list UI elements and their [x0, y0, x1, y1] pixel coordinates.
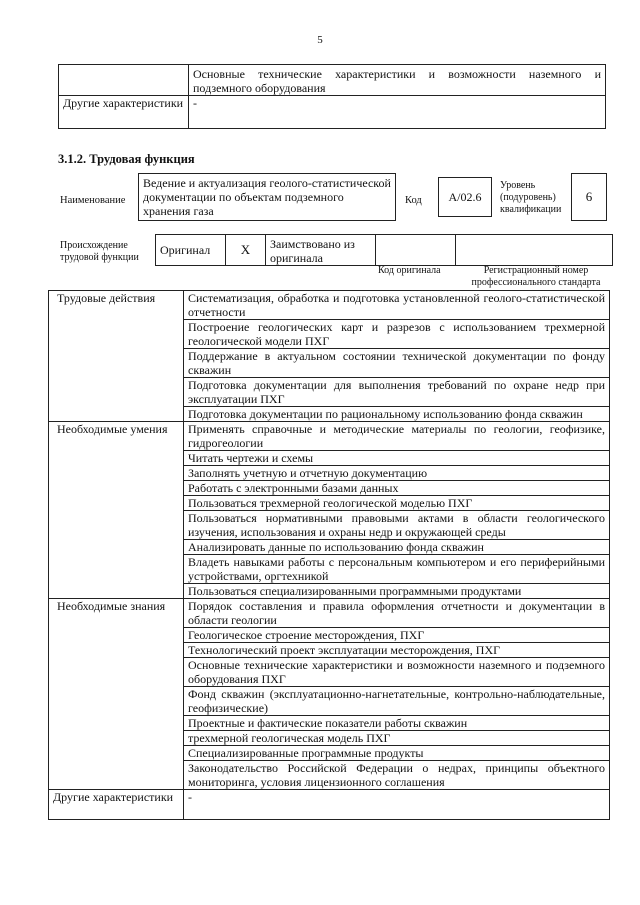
skills-item: Заполнять учетную и отчетную документацию [184, 466, 610, 481]
knowledge-item: Порядок составления и правила оформления отчетности и документации в области геологии [184, 599, 610, 628]
name-value: Ведение и актуализация геолого-статистической документации по объектам подземного хранения газа [138, 173, 396, 221]
skills-item: Пользоваться специализированными программными продуктами [184, 584, 610, 599]
knowledge-label: Необходимые знания [49, 599, 184, 790]
origin-table [155, 234, 613, 266]
page-number: 5 [317, 34, 323, 46]
original-code-cell [376, 235, 456, 266]
knowledge-item: Основные технические характеристики и возможности наземного и подземного оборудования ПХГ [184, 658, 610, 687]
knowledge-item: Фонд скважин (эксплуатационно-нагнетательные, контрольно-наблюдательные, геофизические) [184, 687, 610, 716]
knowledge-item: трехмерной геологическая модель ПХГ [184, 731, 610, 746]
other-characteristics-value: - [184, 790, 610, 820]
code-value: A/02.6 [438, 177, 492, 217]
knowledge-item: Проектные и фактические показатели работы скважин [184, 716, 610, 731]
code-caption: Код оригинала [378, 265, 441, 276]
other-characteristics-label: Другие характеристики [49, 790, 184, 820]
skills-item: Читать чертежи и схемы [184, 451, 610, 466]
reg-caption: Регистрационный номер профессионального стандарта [471, 265, 601, 288]
code-label: Код [405, 195, 422, 206]
origin-label: Происхождение трудовой функции [60, 240, 139, 263]
knowledge-item: Специализированные программные продукты [184, 746, 610, 761]
top-table-empty-cell [59, 65, 189, 96]
top-table-item: Основные технические характеристики и возможности наземного и подземного оборудования [189, 65, 606, 96]
level-value: 6 [571, 173, 607, 221]
knowledge-item: Технологический проект эксплуатации месторождения, ПХГ [184, 643, 610, 658]
skills-item: Владеть навыками работы с персональным компьютером и его периферийными устройствами, оргтехникой [184, 555, 610, 584]
labor-function-table [48, 290, 610, 820]
skills-item: Пользоваться нормативными правовыми актами в области геологического изучения, использования и охраны недр и окружающей среды [184, 511, 610, 540]
section-title: 3.1.2. Трудовая функция [58, 152, 195, 166]
skills-item: Анализировать данные по использованию фонда скважин [184, 540, 610, 555]
actions-item: Подготовка документации по рациональному использованию фонда скважин [184, 407, 610, 422]
original-label: Оригинал [156, 235, 226, 266]
actions-item: Систематизация, обработка и подготовка установленной геолого-статистической отчетности [184, 291, 610, 320]
top-table [58, 64, 606, 129]
knowledge-item: Геологическое строение месторождения, ПХГ [184, 628, 610, 643]
name-label: Наименование [60, 195, 126, 206]
actions-item: Построение геологических карт и разрезов с использованием трехмерной геологической модели ПХГ [184, 320, 610, 349]
reg-number-cell [456, 235, 613, 266]
knowledge-item: Законодательство Российской Федерации о недрах, принципы объектного мониторинга, условия лицензионного соглашения [184, 761, 610, 790]
skills-item: Пользоваться трехмерной геологической моделью ПХГ [184, 496, 610, 511]
skills-item: Применять справочные и методические материалы по геологии, геофизике, гидрогеологии [184, 422, 610, 451]
top-table-other-value: - [189, 96, 606, 129]
actions-item: Подготовка документации для выполнения требований по охране недр при эксплуатации ПХГ [184, 378, 610, 407]
top-table-other-label: Другие характеристики [59, 96, 189, 129]
skills-label: Необходимые умения [49, 422, 184, 599]
level-label: Уровень (подуровень) квалификации [500, 180, 562, 215]
borrowed-label: Заимствовано из оригинала [266, 235, 376, 266]
skills-item: Работать с электронными базами данных [184, 481, 610, 496]
actions-label: Трудовые действия [49, 291, 184, 422]
original-mark: X [226, 235, 266, 266]
actions-item: Поддержание в актуальном состоянии технической документации по фонду скважин [184, 349, 610, 378]
